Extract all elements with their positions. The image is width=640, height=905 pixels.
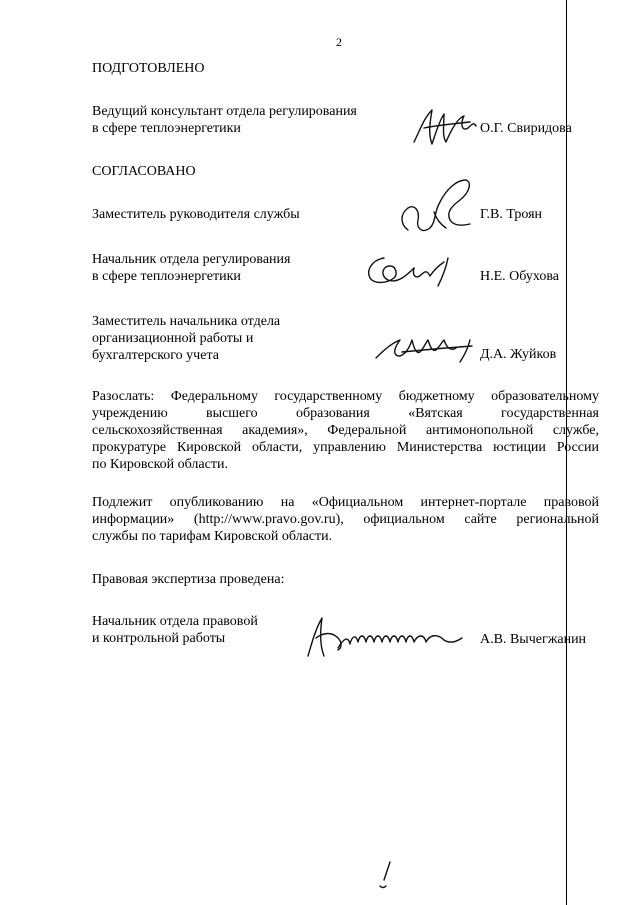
signer-position-line: Заместитель начальника отдела [92,314,281,329]
legal-review-position-line: и контрольной работы [92,631,226,646]
signer-position-line: в сфере теплоэнергетики [92,269,241,284]
legal-review-statement: Правовая экспертиза проведена: [92,572,285,587]
distribution-line: учреждению высшего образования «Вятская государственная [92,406,599,421]
prepared-heading: ПОДГОТОВЛЕНО [92,61,205,76]
prepared-position-line: Ведущий консультант отдела регулирования [92,104,357,119]
publication-line: Подлежит опубликованию на «Официальном интернет-портале правовой [92,495,599,510]
prepared-name: О.Г. Свиридова [480,121,572,136]
signer-position [92,251,290,285]
signer-position [92,313,280,364]
signer-position-line: Заместитель руководителя службы [92,207,300,222]
distribution-paragraph [92,388,599,473]
publication-line: информации» (http://www.pravo.gov.ru), официальном сайте региональной [92,512,599,527]
publication-line: службы по тарифам Кировской области. [92,529,333,544]
signer-position-line: бухгалтерского учета [92,348,219,363]
distribution-line: прокуратуре Кировской области, управлению Министерства юстиции России [92,440,599,455]
signer-name: Д.А. Жуйков [480,347,557,362]
signature-sviridova [410,100,480,150]
agreed-heading: СОГЛАСОВАНО [92,164,196,179]
prepared-position-line: в сфере теплоэнергетики [92,121,241,136]
pen-mark [374,860,398,894]
publication-paragraph [92,494,599,545]
legal-review-position-line: Начальник отдела правовой [92,614,258,629]
signer-position-line: Начальник отдела регулирования [92,252,291,267]
signature-obukhova [362,250,462,290]
distribution-line: Разослать: Федеральному государственному бюджетному образовательному [92,389,599,404]
signature-zhuikov [372,330,478,366]
legal-review-name: А.В. Вычегжанин [480,632,587,647]
signature-troyan [390,172,480,242]
signer-name: Н.Е. Обухова [480,269,559,284]
prepared-position [92,103,357,137]
page-number: 2 [336,35,342,49]
signer-position [92,206,300,223]
distribution-line: сельскохозяйственная академия», Федеральной антимонопольной службе, [92,423,599,438]
distribution-line: по Кировской области. [92,457,228,472]
signature-vychegzhanin [298,612,468,662]
legal-review-position [92,613,258,647]
signer-position-line: организационной работы и [92,331,254,346]
signer-name: Г.В. Троян [480,207,543,222]
